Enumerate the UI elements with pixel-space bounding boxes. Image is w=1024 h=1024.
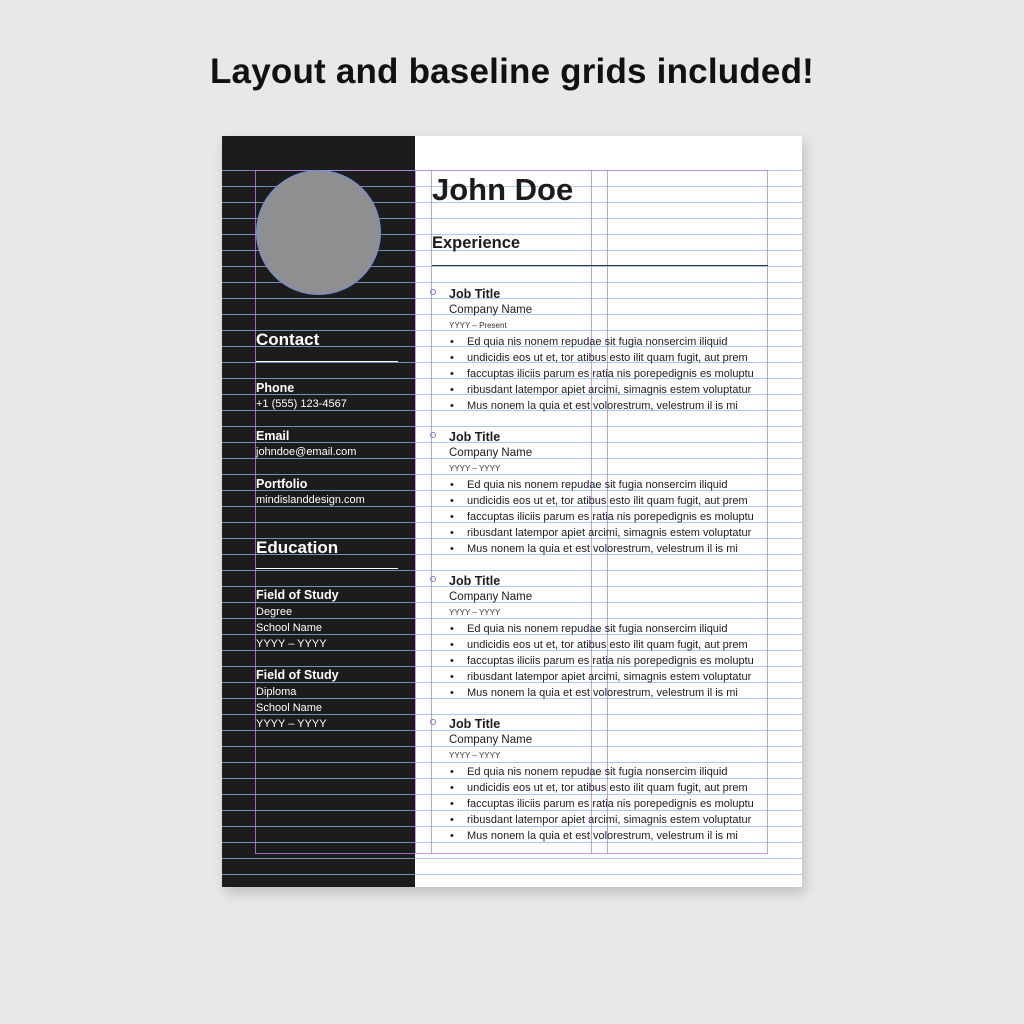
job-bullet: • Mus nonem la quia et est volorestrum, velestrum il is mi xyxy=(449,398,779,414)
experience-rule xyxy=(432,265,768,266)
job-bullet: • Ed quia nis nonem repudae sit fugia nonsercim iliquid xyxy=(449,477,779,493)
anchor-marker-icon xyxy=(430,576,436,582)
anchor-marker-icon xyxy=(430,432,436,438)
company-name: Company Name xyxy=(449,304,533,316)
education-years: YYYY – YYYY xyxy=(256,718,327,730)
job-bullet: • faccuptas iliciis parum es ratia nis porepedignis es moluptu xyxy=(449,509,779,525)
portfolio-value: mindislanddesign.com xyxy=(256,494,365,506)
job-title: Job Title xyxy=(449,430,501,444)
phone-label: Phone xyxy=(256,381,295,395)
email-value: johndoe@email.com xyxy=(256,446,357,458)
job-bullet: • Mus nonem la quia et est volorestrum, velestrum il is mi xyxy=(449,685,779,701)
email-label: Email xyxy=(256,429,290,443)
education-degree: Degree xyxy=(256,606,293,618)
job-entry xyxy=(449,286,779,414)
contact-heading: Contact xyxy=(256,330,320,349)
layout-column-guide xyxy=(431,170,432,854)
education-heading: Education xyxy=(256,538,339,557)
job-dates: YYYY – YYYY xyxy=(449,608,501,617)
job-bullet: • faccuptas iliciis parum es ratia nis porepedignis es moluptu xyxy=(449,366,779,382)
profile-photo-placeholder xyxy=(256,170,381,295)
layout-column-guide xyxy=(255,170,256,854)
job-bullet: • faccuptas iliciis parum es ratia nis porepedignis es moluptu xyxy=(449,796,779,812)
job-bullet: • undicidis eos ut et, tor atibus esto ilit quam fugit, aut prem xyxy=(449,780,779,796)
education-years: YYYY – YYYY xyxy=(256,638,327,650)
headline: Layout and baseline grids included! xyxy=(209,52,815,91)
anchor-marker-icon xyxy=(430,289,436,295)
job-entry xyxy=(449,429,779,557)
job-bullet: • undicidis eos ut et, tor atibus esto ilit quam fugit, aut prem xyxy=(449,637,779,653)
job-bullet: • Mus nonem la quia et est volorestrum, velestrum il is mi xyxy=(449,828,779,844)
phone-value: +1 (555) 123-4567 xyxy=(256,398,347,410)
layout-margin-guide xyxy=(255,853,768,854)
candidate-name: John Doe xyxy=(432,172,574,207)
job-title: Job Title xyxy=(449,717,501,731)
job-bullet: • ribusdant latempor apiet arcimi, simagnis estem voluptatur xyxy=(449,382,779,398)
job-bullet: • undicidis eos ut et, tor atibus esto ilit quam fugit, aut prem xyxy=(449,493,779,509)
company-name: Company Name xyxy=(449,734,533,746)
job-bullet: • ribusdant latempor apiet arcimi, simagnis estem voluptatur xyxy=(449,812,779,828)
job-bullet: • ribusdant latempor apiet arcimi, simagnis estem voluptatur xyxy=(449,525,779,541)
education-rule xyxy=(256,568,398,569)
education-school: School Name xyxy=(256,622,323,634)
job-dates: YYYY – Present xyxy=(449,321,507,330)
job-bullet: • Ed quia nis nonem repudae sit fugia nonsercim iliquid xyxy=(449,764,779,780)
job-bullet: • ribusdant latempor apiet arcimi, simagnis estem voluptatur xyxy=(449,669,779,685)
company-name: Company Name xyxy=(449,447,533,459)
job-bullet: • faccuptas iliciis parum es ratia nis porepedignis es moluptu xyxy=(449,653,779,669)
contact-rule xyxy=(256,361,398,362)
job-bullet: • Ed quia nis nonem repudae sit fugia nonsercim iliquid xyxy=(449,621,779,637)
experience-heading: Experience xyxy=(432,234,521,252)
job-bullet: • undicidis eos ut et, tor atibus esto ilit quam fugit, aut prem xyxy=(449,350,779,366)
baseline-grid-line xyxy=(222,570,802,571)
education-field: Field of Study xyxy=(256,668,339,682)
job-entry xyxy=(449,716,779,844)
job-bullet: • Ed quia nis nonem repudae sit fugia nonsercim iliquid xyxy=(449,334,779,350)
baseline-grid-line xyxy=(222,874,802,875)
baseline-grid-line xyxy=(222,714,802,715)
education-degree: Diploma xyxy=(256,686,297,698)
anchor-marker-icon xyxy=(430,719,436,725)
resume-page xyxy=(222,136,802,887)
job-title: Job Title xyxy=(449,574,501,588)
job-dates: YYYY – YYYY xyxy=(449,464,501,473)
portfolio-label: Portfolio xyxy=(256,477,308,491)
baseline-grid-line xyxy=(222,426,802,427)
education-school: School Name xyxy=(256,702,323,714)
baseline-grid-line xyxy=(222,858,802,859)
education-field: Field of Study xyxy=(256,588,339,602)
company-name: Company Name xyxy=(449,591,533,603)
job-dates: YYYY – YYYY xyxy=(449,751,501,760)
layout-column-guide xyxy=(415,170,416,854)
job-title: Job Title xyxy=(449,287,501,301)
job-entry xyxy=(449,573,779,701)
job-bullet: • Mus nonem la quia et est volorestrum, velestrum il is mi xyxy=(449,541,779,557)
